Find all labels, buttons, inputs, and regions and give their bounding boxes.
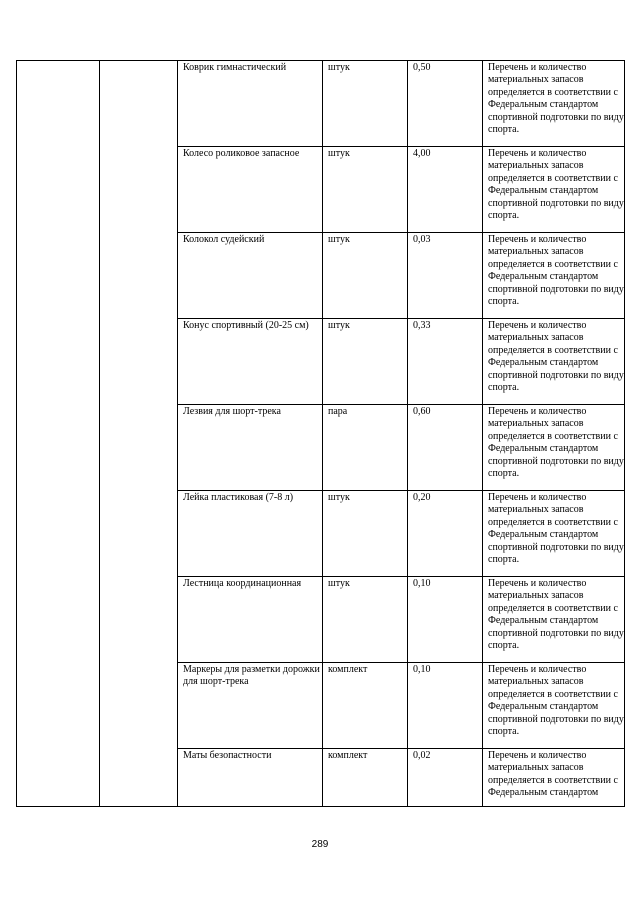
- item-unit: комплект: [323, 749, 408, 807]
- item-name: Маты безопастности: [178, 749, 323, 807]
- item-note: [483, 491, 625, 577]
- item-note: [483, 577, 625, 663]
- category-cell: [17, 61, 100, 807]
- item-name: Маркеры для разметки дорожки для шорт-трека: [178, 663, 323, 749]
- item-note: [483, 749, 625, 807]
- item-note: [483, 147, 625, 233]
- subcategory-cell: [100, 61, 178, 807]
- item-quantity: 0,60: [408, 405, 483, 491]
- item-unit: штук: [323, 319, 408, 405]
- item-name: Колокол судейский: [178, 233, 323, 319]
- item-note: [483, 233, 625, 319]
- item-note-text: Перечень и количество материальных запасов определяется в соответствии с Федеральным стандартом спортивной подготовки по виду спорта.: [488, 148, 624, 222]
- item-name: Конус спортивный (20-25 см): [178, 319, 323, 405]
- item-note-text: Перечень и количество материальных запасов определяется в соответствии с Федеральным стандартом спортивной подготовки по виду спорта.: [488, 62, 624, 136]
- item-note-text: Перечень и количество материальных запасов определяется в соответствии с Федеральным стандартом спортивной подготовки по виду спорта.: [488, 234, 624, 308]
- item-unit: штук: [323, 491, 408, 577]
- materials-table: [16, 60, 625, 807]
- item-note: [483, 319, 625, 405]
- table-row: [17, 61, 625, 147]
- item-unit: пара: [323, 405, 408, 491]
- item-quantity: 0,50: [408, 61, 483, 147]
- item-note: [483, 61, 625, 147]
- page-number: 289: [311, 839, 329, 850]
- item-name: Коврик гимнастический: [178, 61, 323, 147]
- item-name: Лезвия для шорт-трека: [178, 405, 323, 491]
- item-note-text: Перечень и количество материальных запасов определяется в соответствии с Федеральным стандартом: [488, 750, 618, 799]
- item-quantity: 0,10: [408, 577, 483, 663]
- item-note-text: Перечень и количество материальных запасов определяется в соответствии с Федеральным стандартом спортивной подготовки по виду спорта.: [488, 406, 624, 480]
- item-note-text: Перечень и количество материальных запасов определяется в соответствии с Федеральным стандартом спортивной подготовки по виду спорта.: [488, 492, 624, 566]
- item-note: [483, 663, 625, 749]
- item-quantity: 0,33: [408, 319, 483, 405]
- item-unit: комплект: [323, 663, 408, 749]
- item-quantity: 0,02: [408, 749, 483, 807]
- item-quantity: 0,03: [408, 233, 483, 319]
- item-unit: штук: [323, 233, 408, 319]
- item-note-text: Перечень и количество материальных запасов определяется в соответствии с Федеральным стандартом спортивной подготовки по виду спорта.: [488, 578, 624, 652]
- item-name: Колесо роликовое запасное: [178, 147, 323, 233]
- item-name: Лестница координационная: [178, 577, 323, 663]
- item-quantity: 4,00: [408, 147, 483, 233]
- item-name: Лейка пластиковая (7-8 л): [178, 491, 323, 577]
- item-unit: штук: [323, 61, 408, 147]
- item-unit: штук: [323, 577, 408, 663]
- item-note: [483, 405, 625, 491]
- item-note-text: Перечень и количество материальных запасов определяется в соответствии с Федеральным стандартом спортивной подготовки по виду спорта.: [488, 664, 624, 738]
- item-note-text: Перечень и количество материальных запасов определяется в соответствии с Федеральным стандартом спортивной подготовки по виду спорта.: [488, 320, 624, 394]
- item-quantity: 0,20: [408, 491, 483, 577]
- item-quantity: 0,10: [408, 663, 483, 749]
- item-unit: штук: [323, 147, 408, 233]
